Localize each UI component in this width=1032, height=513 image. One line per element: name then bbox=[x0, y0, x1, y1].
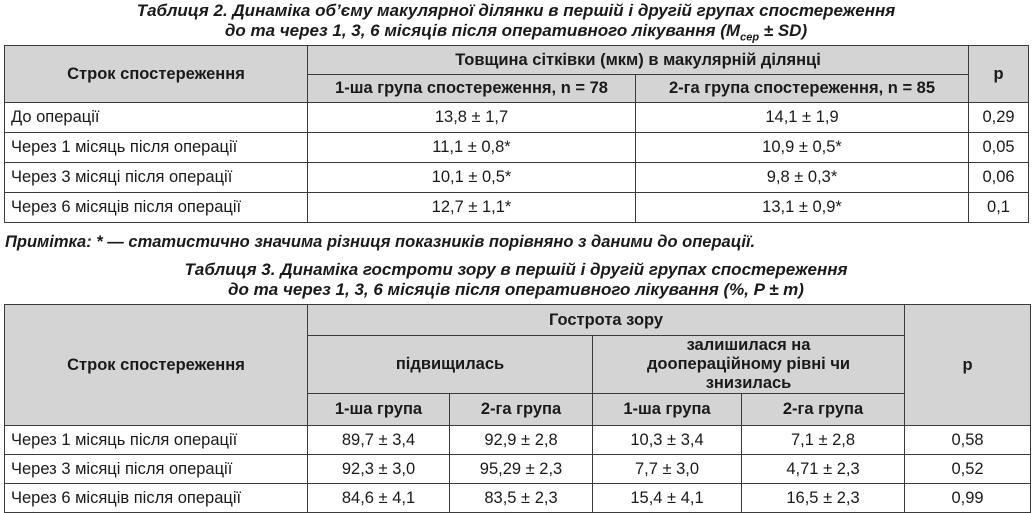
table3 bbox=[4, 304, 1031, 513]
table2-cell-group1: 13,8 ± 1,7 bbox=[308, 103, 636, 133]
table-row bbox=[5, 133, 1029, 163]
table3-cell-increased-group1: 92,3 ± 3,0 bbox=[308, 455, 450, 484]
table-row bbox=[5, 455, 1031, 484]
table3-header-increased: підвищилась bbox=[308, 336, 593, 394]
table3-cell-same-group2: 7,1 ± 2,8 bbox=[742, 426, 905, 455]
table3-cell-increased-group1: 84,6 ± 4,1 bbox=[308, 484, 450, 513]
table2-caption-line2 bbox=[0, 21, 1032, 47]
table3-cell-period: Через 1 місяць після операції bbox=[5, 426, 308, 455]
table2-caption-line2-suffix: ± SD) bbox=[759, 21, 808, 40]
table2-header-group1: 1-ша група спостереження, n = 78 bbox=[308, 75, 636, 103]
table2-cell-group1: 11,1 ± 0,8* bbox=[308, 133, 636, 163]
table3-cell-same-group2: 16,5 ± 2,3 bbox=[742, 484, 905, 513]
table3-caption-line2: до та через 1, 3, 6 місяців після оперативного лікування (%, P ± m) bbox=[228, 280, 804, 299]
table2-caption-subscript: сер bbox=[740, 31, 760, 44]
table2-header-thickness: Товщина сітківки (мкм) в макулярній ділянці bbox=[308, 46, 969, 75]
table2-header-group2: 2-га група спостереження, n = 85 bbox=[636, 75, 969, 103]
table-row bbox=[5, 193, 1029, 223]
table2-cell-group2: 10,9 ± 0,5* bbox=[636, 133, 969, 163]
table2-cell-group2: 9,8 ± 0,3* bbox=[636, 163, 969, 193]
table2-cell-group2: 14,1 ± 1,9 bbox=[636, 103, 969, 133]
table2-cell-group2: 13,1 ± 0,9* bbox=[636, 193, 969, 223]
table2-caption-line2-prefix: до та через 1, 3, 6 місяців після оперативного лікування (M bbox=[224, 21, 741, 40]
table2-cell-p: 0,29 bbox=[969, 103, 1029, 133]
table2-caption-line1: Таблиця 2. Динаміка об’єму макулярної ділянки в першій і другій групах спостереження bbox=[136, 1, 896, 20]
table3-header-period: Строк спостереження bbox=[5, 305, 308, 426]
table3-cell-same-group1: 15,4 ± 4,1 bbox=[593, 484, 742, 513]
table2-cell-p: 0,1 bbox=[969, 193, 1029, 223]
table3-cell-increased-group2: 95,29 ± 2,3 bbox=[450, 455, 593, 484]
table-row bbox=[5, 103, 1029, 133]
table2-cell-group1: 12,7 ± 1,1* bbox=[308, 193, 636, 223]
table2-cell-p: 0,06 bbox=[969, 163, 1029, 193]
table3-header-increased-group1: 1-ша група bbox=[308, 394, 450, 426]
table3-cell-increased-group1: 89,7 ± 3,4 bbox=[308, 426, 450, 455]
table3-cell-increased-group2: 83,5 ± 2,3 bbox=[450, 484, 593, 513]
table2-cell-group1: 10,1 ± 0,5* bbox=[308, 163, 636, 193]
table2-cell-period: Через 6 місяців після операції bbox=[5, 193, 308, 223]
table2 bbox=[4, 45, 1029, 223]
table3-caption-line1: Таблиця 3. Динаміка гостроти зору в першій і другій групах спостереження bbox=[184, 260, 848, 279]
table3-header-increased-group2: 2-га група bbox=[450, 394, 593, 426]
table2-cell-period: Через 1 місяць після операції bbox=[5, 133, 308, 163]
table2-header-p: р bbox=[969, 46, 1029, 103]
table2-header-period: Строк спостереження bbox=[5, 46, 308, 103]
table2-cell-period: До операції bbox=[5, 103, 308, 133]
table3-header-same-group2: 2-га група bbox=[742, 394, 905, 426]
table3-cell-p: 0,58 bbox=[905, 426, 1031, 455]
table3-header-acuity: Гострота зору bbox=[308, 305, 905, 336]
table-row bbox=[5, 484, 1031, 513]
table3-cell-same-group1: 7,7 ± 3,0 bbox=[593, 455, 742, 484]
table3-cell-p: 0,52 bbox=[905, 455, 1031, 484]
table3-cell-p: 0,99 bbox=[905, 484, 1031, 513]
table3-cell-same-group1: 10,3 ± 3,4 bbox=[593, 426, 742, 455]
table2-cell-period: Через 3 місяці після операції bbox=[5, 163, 308, 193]
table3-cell-same-group2: 4,71 ± 2,3 bbox=[742, 455, 905, 484]
table3-cell-period: Через 6 місяців після операції bbox=[5, 484, 308, 513]
table3-cell-period: Через 3 місяці після операції bbox=[5, 455, 308, 484]
table3-header-p: р bbox=[905, 305, 1031, 426]
table3-header-same-group1: 1-ша група bbox=[593, 394, 742, 426]
table3-cell-increased-group2: 92,9 ± 2,8 bbox=[450, 426, 593, 455]
table-row bbox=[5, 163, 1029, 193]
table3-header-same-or-decreased: залишилася на доопераційному рівні чи знизилась bbox=[593, 336, 905, 394]
table2-cell-p: 0,05 bbox=[969, 133, 1029, 163]
table2-note: Примітка: * — статистично значима різниця показників порівняно з даними до операції. bbox=[5, 233, 756, 251]
table-row bbox=[5, 426, 1031, 455]
